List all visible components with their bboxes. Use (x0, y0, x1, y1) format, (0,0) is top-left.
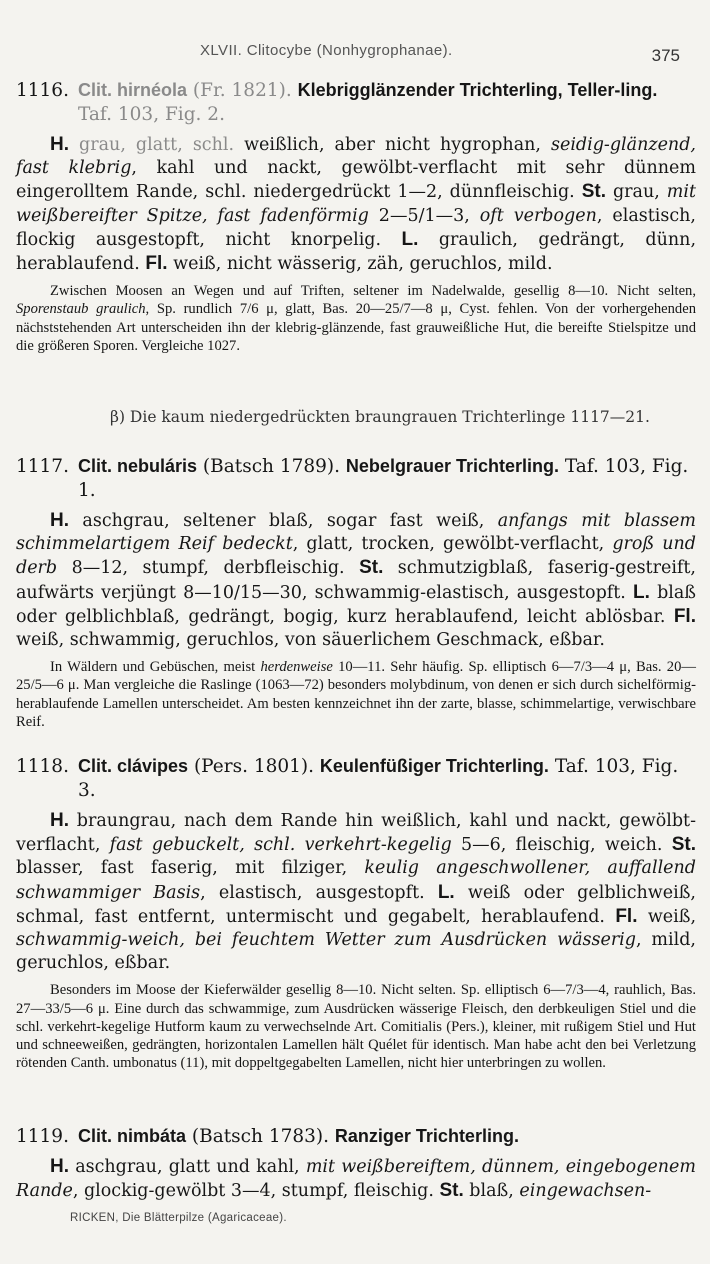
entry-number: 1119. (16, 1126, 69, 1147)
german-name: Keulenfüßiger Trichterling. (319, 756, 549, 776)
entry-number: 1117. (16, 456, 69, 477)
species-notes: Zwischen Moosen an Wegen und auf Triften, seltener im Nadelwalde, gesellig 8—10. Nicht selten, Sporenstaub graulich, Sp. rundlich 7/6 μ, glatt, Bas. 20—25/7—8 μ, Cyst. fehlen. Von der vorhergehenden nächststehenden Art unterscheiden ihn der klebrig-glänzende, fast grauweißliche Hut, die bereifte Stielspitze und die größeren Sporen. Vergleiche 1027. (16, 283, 697, 354)
species-entry-1119 (16, 1124, 696, 1203)
species-notes: Besonders im Moose der Kieferwälder gesellig 8—10. Nicht selten. Sp. elliptisch 6—7/3—4, rauhlich, Bas. 27—33/5—6 μ. Eine durch das schwammige, zum Ausdrücken wässerige Fleisch, den derbkeuligen Stiel und die schl. verkehrt-kegelige Hutform kaum zu verwechselnde Art. Comitialis (Pers.), kleiner, mit rußigem Stiel und Hut und schneeweißen, gedrängten, horizontalen Lamellen hält Quélet für identisch. Man habe acht den bei Verletzung rötenden Canth. umbonatus (11), mit doppeltgegabelten Lamellen, nicht hier unterbringen zu wollen. (16, 982, 696, 1072)
species-notes: In Wäldern und Gebüschen, meist herdenweise 10—11. Sehr häufig. Sp. elliptisch 6—7/3—4 μ, Bas. 20—25/5—6 μ. Man vergleiche die Raslinge (1063—72) besonders molybdinum, von denen er sich durch sichelförmig-herablaufende Lamellen unterscheidet. Am besten kennzeichnet ihn der zarte, blasse, schimmelartige, verwischbare Reif. (16, 659, 696, 730)
species-entry-1116 (16, 78, 696, 355)
german-name: Ranziger Trichterling. (334, 1126, 519, 1146)
entry-heading (16, 78, 696, 127)
german-name: Klebrigglänzender Trichterling, Teller-ling. (297, 80, 658, 100)
species-entry-1117 (16, 454, 696, 731)
species-entry-1118 (16, 754, 696, 1072)
plate-reference: Taf. 103, Fig. 2. (78, 104, 225, 125)
author-citation: (Fr. 1821). (192, 80, 292, 101)
species-description: H. braungrau, nach dem Rande hin weißlich, kahl und nackt, gewölbt-verflacht, fast gebuckelt, schl. verkehrt-kegelig 5—6, fleischig, weich. St. blasser, fast faserig, mit filziger, keulig angeschwollener, auffallend schwammiger Basis, elastisch, ausgestopft. L. weiß oder gelblichweiß, schmal, fast entfernt, untermischt und gegabelt, herablaufend. Fl. weiß, schwammig-weich, bei feuchtem Wetter zum Ausdrücken wässerig, mild, geruchlos, eßbar. (16, 810, 697, 974)
entry-number: 1118. (16, 756, 69, 777)
author-citation: (Batsch 1789). (202, 456, 341, 477)
scientific-name: Clit. nebuláris (78, 456, 198, 476)
entry-heading (16, 1124, 696, 1149)
footer-credit: RICKEN, Die Blätterpilze (Agaricaceae). (70, 1212, 287, 1224)
author-citation: (Batsch 1783). (191, 1126, 330, 1147)
scientific-name: Clit. nimbáta (78, 1126, 187, 1146)
species-description: H. aschgrau, glatt und kahl, mit weißbereiftem, dünnem, eingebogenem Rande, glockig-gewölbt 3—4, stumpf, fleischig. St. blaß, eingewachsen- (16, 1156, 696, 1202)
species-description: H. grau, glatt, schl. weißlich, aber nicht hygrophan, seidig-glänzend, fast klebrig, kahl und nackt, gewölbt-verflacht mit sehr dünnem eingerolltem Rande, schl. niedergedrückt 1—2, dünnfleischig. St. grau, mit weißbereifter Spitze, fast fadenförmig 2—5/1—3, oft verbogen, elastisch, flockig ausgestopft, nicht knorpelig. L. graulich, gedrängt, dünn, herablaufend. Fl. weiß, nicht wässerig, zäh, geruchlos, mild. (16, 134, 697, 275)
running-head (0, 36, 710, 65)
scientific-name: Clit. hirnéola (78, 80, 188, 100)
page-number: 375 (651, 46, 680, 65)
entry-number: 1116. (16, 80, 69, 101)
species-description: H. aschgrau, seltener blaß, sogar fast weiß, anfangs mit blassem schimmelartigem Reif bedeckt, glatt, trocken, gewölbt-verflacht, groß und derb 8—12, stumpf, derbfleischig. St. schmutzigblaß, faserig-gestreift, aufwärts verjüngt 8—10/15—30, schwammig-elastisch, ausgestopft. L. blaß oder gelblichblaß, gedrängt, bogig, kurz herablaufend, leicht ablösbar. Fl. weiß, schwammig, geruchlos, von säuerlichem Geschmack, eßbar. (16, 510, 697, 651)
scientific-name: Clit. clávipes (78, 756, 189, 776)
subgroup-heading: β) Die kaum niedergedrückten braungrauen Trichterlinge 1117—21. (110, 408, 650, 426)
author-citation: (Pers. 1801). (193, 756, 315, 777)
plate-reference: Taf. 103, Fig. 1. (78, 456, 689, 501)
entry-heading (16, 454, 696, 503)
entry-heading (16, 754, 696, 803)
german-name: Nebelgrauer Trichterling. (345, 456, 559, 476)
plate-reference: Taf. 103, Fig. 3. (78, 756, 679, 801)
running-title: XLVII. Clitocybe (Nonhygrophanae). (200, 42, 453, 59)
